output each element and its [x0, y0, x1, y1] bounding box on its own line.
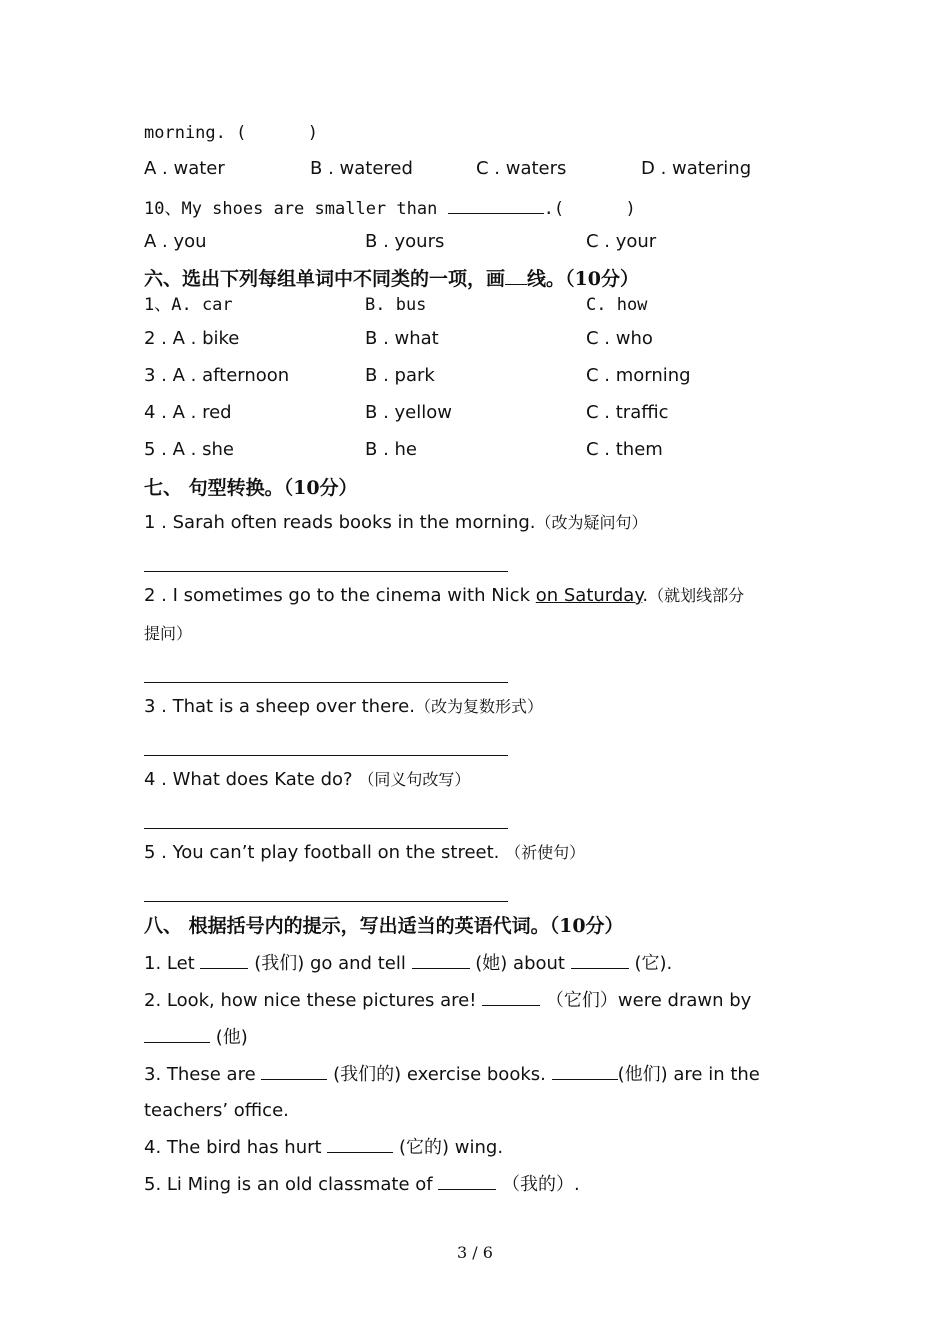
row2-option-a: 2 . A . bike	[144, 328, 240, 349]
section7-q2-hint-cont: 提问）	[144, 624, 193, 643]
row1-option-b: B. bus	[365, 295, 427, 315]
q9-option-d: D . watering	[641, 158, 752, 179]
q3-blank-1[interactable]	[261, 1061, 327, 1080]
q5-blank[interactable]	[438, 1171, 496, 1190]
q10-stem-text: 10、My shoes are smaller than	[144, 199, 438, 219]
row4-option-b: B . yellow	[365, 402, 452, 423]
row1-option-a: 1、A. car	[144, 295, 233, 315]
answer-line-2[interactable]	[144, 682, 508, 683]
q2-hint: （就划线部分	[648, 586, 745, 605]
section8-heading: 八、 根据括号内的提示，写出适当的英语代词。（10分）	[144, 915, 624, 937]
section8-q3: 3. These are (我们的) exercise books. (他们) are in the	[144, 1061, 760, 1087]
section7-q1: 1 . Sarah often reads books in the morning.（改为疑问句）	[144, 512, 648, 533]
q9-option-c: C . waters	[476, 158, 567, 179]
q10-option-c: C . your	[586, 231, 657, 252]
q3-hint: （改为复数形式）	[414, 697, 543, 716]
answer-line-4[interactable]	[144, 828, 508, 829]
section7-q2: 2 . I sometimes go to the cinema with Nick on Saturday.（就划线部分	[144, 585, 745, 606]
section8-q4: 4. The bird has hurt (它的) wing.	[144, 1134, 503, 1160]
q2-blank-1[interactable]	[482, 987, 540, 1006]
q10-option-a: A . you	[144, 231, 207, 252]
row4-option-a: 4 . A . red	[144, 402, 232, 423]
q10-blank	[448, 195, 544, 214]
answer-line-5[interactable]	[144, 901, 508, 902]
section7-heading: 七、 句型转换。（10分）	[144, 477, 358, 499]
answer-line-3[interactable]	[144, 755, 508, 756]
section8-q3-cont: teachers’ office.	[144, 1100, 289, 1121]
q1-blank-2[interactable]	[412, 950, 470, 969]
section6-heading: 六、选出下列每组单词中不同类的一项，画 线。（10分）	[144, 268, 639, 290]
q2-blank-2[interactable]	[144, 1024, 210, 1043]
page-number: 3 / 6	[457, 1243, 493, 1262]
row3-option-a: 3 . A . afternoon	[144, 365, 290, 386]
q9-option-a: A . water	[144, 158, 225, 179]
section6-heading-blank	[505, 266, 527, 285]
row3-option-b: B . park	[365, 365, 435, 386]
row1-option-c: C. how	[586, 295, 648, 315]
q3-blank-2[interactable]	[552, 1061, 618, 1080]
q4-blank[interactable]	[327, 1134, 393, 1153]
q5-hint: （祈使句）	[505, 843, 586, 862]
row5-option-a: 5 . A . she	[144, 439, 234, 460]
q10-options	[144, 230, 844, 254]
section7-q4: 4 . What does Kate do? （同义句改写）	[144, 769, 471, 790]
q1-blank-1[interactable]	[200, 950, 248, 969]
q9-stem	[144, 121, 318, 145]
row4-option-c: C . traffic	[586, 402, 669, 423]
section7-q5: 5 . You can’t play football on the street. （祈使句）	[144, 842, 586, 863]
q9-stem-end: morning.	[144, 123, 226, 143]
section7-q3: 3 . That is a sheep over there.（改为复数形式）	[144, 696, 543, 717]
q10-option-b: B . yours	[365, 231, 445, 252]
q10-answer-paren: .( )	[543, 199, 636, 219]
section8-q5: 5. Li Ming is an old classmate of （我的）.	[144, 1171, 580, 1197]
row5-option-c: C . them	[586, 439, 663, 460]
section6-row-3	[144, 364, 844, 388]
section6-row-1	[144, 293, 844, 317]
row2-option-b: B . what	[365, 328, 439, 349]
answer-line-1[interactable]	[144, 571, 508, 572]
q10-stem	[144, 195, 636, 221]
section6-row-5	[144, 438, 844, 462]
section6-row-2	[144, 327, 844, 351]
q9-answer-paren: ( )	[236, 123, 319, 143]
q9-option-b: B . watered	[310, 158, 413, 179]
q1-blank-3[interactable]	[571, 950, 629, 969]
section8-q1: 1. Let (我们) go and tell (她) about (它).	[144, 950, 672, 976]
row3-option-c: C . morning	[586, 365, 691, 386]
section8-q2: 2. Look, how nice these pictures are! （它们）were drawn by	[144, 987, 751, 1013]
q1-hint: （改为疑问句）	[535, 513, 648, 532]
row5-option-b: B . he	[365, 439, 417, 460]
q4-hint: （同义句改写）	[358, 770, 471, 789]
section8-q2-cont: (他)	[144, 1024, 248, 1050]
q2-underlined-phrase: on Saturday	[535, 585, 643, 606]
q9-options	[144, 157, 844, 181]
section6-row-4	[144, 401, 844, 425]
row2-option-c: C . who	[586, 328, 653, 349]
